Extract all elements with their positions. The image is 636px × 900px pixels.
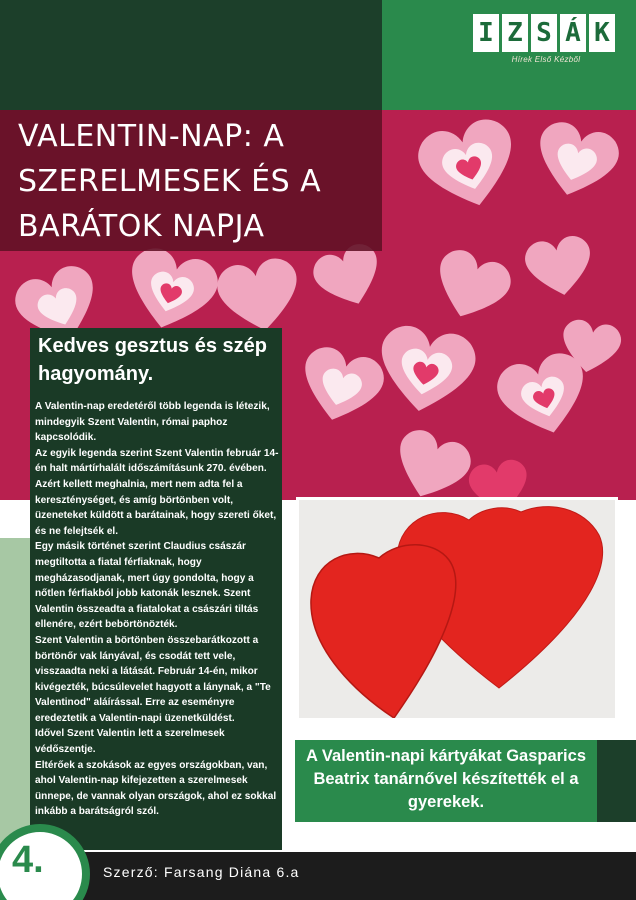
logo-letter: I <box>473 14 499 52</box>
logo-tagline: Hírek Első Kézből <box>511 55 581 64</box>
article-paragraph: Eltérőek a szokások az egyes országokban, van, ahol Valentin-nap kifejezetten a szerelmesek ünnepe, de vannak olyan országok, ahol ez sokkal inkább a barátságról szól. <box>35 759 277 818</box>
izsak-logo <box>473 14 619 64</box>
logo-letter: Z <box>502 14 528 52</box>
article-body <box>35 399 281 820</box>
article-paragraph: Idővel Szent Valentin lett a szerelmesek védőszentje. <box>35 728 225 756</box>
paper-hearts-photo <box>299 500 615 718</box>
page-title: VALENTIN-NAP: A SZERELMESEK ÉS A BARÁTOK NAPJA <box>18 119 322 244</box>
article-paragraph: Szent Valentin a börtönben összebarátkozott a börtönőr vak lányával, és csodát tett vele, visszaadta neki a látását. Február 14-én, mikor kivégezték, búcsúlevelet hagyott a lánynak, a "Te Valentinod" aláírással. Erre az eseményre eredeztetik a Valentin-napi üzenetküldést. <box>35 634 271 724</box>
header-band-dark <box>0 0 382 110</box>
page-number: 4. <box>12 839 44 881</box>
logo-letter: K <box>589 14 615 52</box>
article-paragraph: Az egyik legenda szerint Szent Valentin február 14-én halt mártírhalált időszámításunk 270. évében. Azért kellett meghalnia, mert nem adta fel a kereszténységet, és amíg börtönben volt, üzeneteket küldött a barátainak, hogy szereti őket, és ne felejtsék el. <box>35 447 279 537</box>
logo-letter: Á <box>560 14 586 52</box>
photo-caption: A Valentin-napi kártyákat Gasparics Beatrix tanárnővel készítették el a gyerekek. <box>305 747 586 811</box>
logo-letter: S <box>531 14 557 52</box>
article-subtitle: Kedves gesztus és szép hagyomány. <box>38 335 267 385</box>
author-credit: Szerző: Farsang Diána 6.a <box>103 864 300 880</box>
article-paragraph: Egy másik történet szerint Claudius császár megtiltotta a fiatal férfiaknak, hogy megházasodjanak, mert úgy gondolta, hogy a nőtlen férfiakból jobb katonák lesznek. Szent Valentin összeadta a fiatalokat a császári tiltás ellenére, ezért bebörtönözték. <box>35 541 259 631</box>
article-paragraph: A Valentin-nap eredetéről több legenda is létezik, mindegyik Szent Valentin, római paphoz kapcsolódik. <box>35 401 270 444</box>
footer-bar <box>0 852 636 900</box>
caption-accent <box>597 740 636 822</box>
